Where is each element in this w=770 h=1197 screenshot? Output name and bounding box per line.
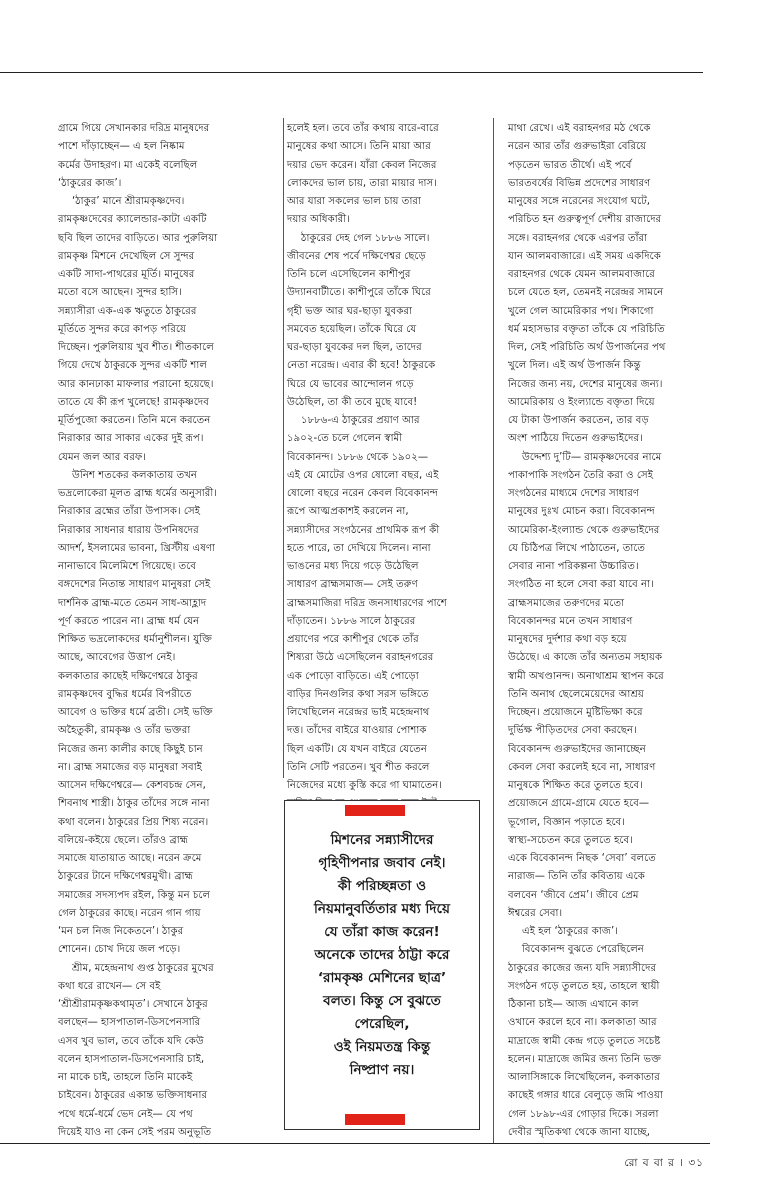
text-line: আর কানঢাকা মাফলার পরানো হয়েছে।: [58, 378, 214, 390]
text-line: কথা বলেন। ঠাকুরের প্রিয় শিষ্য নরেন।: [58, 816, 209, 828]
article-column-1: [58, 120, 280, 1138]
text-line: আলাসিঙ্গাকে লিখেছিলেন, কলকাতার: [508, 1072, 660, 1083]
text-line: পরিচিত হন গুরুত্বপূর্ণ দেশীয় রাজাদের: [508, 214, 662, 226]
text-line: উনিশ শতকের কলকাতায় তখন: [72, 469, 197, 481]
text-line: শোনেন। চোখ দিয়ে জল পড়ে।: [58, 944, 181, 956]
text-line: বিবেকানন্দ বুঝতে পেরেছিলেন: [522, 944, 644, 956]
text-line: তিনি চলে এসেছিলেন কাশীপুর: [287, 269, 411, 280]
text-line: সন্ন্যাসীদের সংগঠনের প্রাথমিক রূপ কী: [287, 524, 440, 536]
text-line: মতো বসে আছেন। সুন্দর হাসি।: [58, 287, 182, 299]
text-line: উঠেছিল, তা কী তবে মুছে যাবে!: [287, 396, 418, 408]
text-line: সন্ন্যাসীরা এক-এক ঋতুতে ঠাকুরের: [58, 305, 197, 317]
text-line: বলবেন ‘জীবে প্রেম’। জীবে প্রেম: [508, 889, 639, 901]
pull-quote-line: বলত। কিন্তু সে বুঝতে: [323, 993, 441, 1009]
text-line: এসব খুব ভাল, তবে তাঁকে যদি কেউ: [58, 1035, 204, 1047]
text-line: ঘিরে যে ভাবের আন্দোলন গড়ে: [287, 378, 414, 390]
text-line: ১৯০২-তে চলে গেলেন স্বামী: [287, 433, 403, 445]
text-line: ঘর-ছাড়া যুবকের দল ছিল, তাদের: [287, 342, 422, 353]
text-line: সঙ্গে। বরাহনগর থেকে এরপর তাঁরা: [508, 232, 648, 244]
text-line: পাশে দাঁড়াচ্ছেন— এ হল নিষ্কাম: [58, 141, 185, 153]
text-line: ‘ঠাকুরের কাজ’।: [58, 177, 122, 189]
pull-quote-box: [284, 800, 480, 1130]
text-line: রামকৃষ্ণদেব বুদ্ধির ধর্মের বিপরীতে: [58, 688, 192, 700]
text-line: দার্শনিক ব্রাহ্ম-মতে তেমন সাধ-আহ্লাদ: [58, 597, 207, 609]
text-line: অহৈতুকী, রামকৃষ্ণ ও তাঁর ভক্তরা: [58, 725, 191, 737]
text-line: যে টাকা উপার্জন করতেন, তার বড়: [508, 415, 649, 426]
pull-quote-line: ‘রামকৃষ্ণ মেশিনের ছাত্র’: [317, 970, 447, 986]
text-line: সংগঠন গড়ে তুলতে হয়, তাহলে স্থায়ী: [508, 980, 660, 992]
text-line: মূর্তিপুজো করতেন। তিনি মনে করতেন: [58, 415, 211, 426]
text-line: মাথা রেখে। এই বরাহনগর মঠ থেকে: [508, 123, 651, 134]
text-line: তিনি সেটি পরতেন। খুব শীত করলে: [287, 761, 430, 773]
text-line: মানুষকে শিক্ষিত করে তুলতে হবে।: [508, 780, 643, 791]
text-line: ভদ্রলোকেরা মূলত ব্রাহ্ম ধর্মের অনুসারী।: [58, 488, 217, 499]
text-line: ঠিকানা চাই— আজ এখানে কাল: [508, 999, 639, 1010]
text-line: মানুষদের দুর্দশার কথা বড় হয়ে: [508, 634, 627, 645]
text-line: গিয়ে দেখে ঠাকুরকে সুন্দর একটি শাল: [58, 360, 207, 372]
pull-quote-line: অনেকে তাদের ঠাট্টা করে: [314, 947, 450, 963]
text-line: দুর্ভিক্ষ পীড়িতদের সেবা করছেন।: [508, 725, 637, 737]
text-line: ১৮৮৬-এ ঠাকুরের প্রয়াণ আর: [301, 415, 420, 426]
text-line: আমেরিকায় ও ইংল্যান্ডে বক্তৃতা দিয়ে: [508, 396, 655, 408]
text-line: পাকাপাকি সংগঠন তৈরি করা ও সেই: [508, 469, 653, 481]
text-line: শিবনাথ শাস্ত্রী। ঠাকুর তাঁদের সঙ্গে নানা: [58, 798, 210, 810]
text-line: দিচ্ছেন। পুরুলিয়ায় খুব শীত। শীতকালে: [58, 342, 214, 353]
top-rule: [0, 72, 703, 73]
text-line: সেবার নানা পরিকল্পনা উচ্চারিত।: [508, 561, 639, 572]
pull-quote-top-bar: [345, 805, 405, 816]
text-line: মূর্তিতে সুন্দর করে কাপড় পরিয়ে: [58, 323, 187, 335]
text-line: তাতে যে কী রূপ খুলেছে! রামকৃষ্ণদেব: [58, 396, 209, 408]
text-line: বরাহনগর থেকে যেমন আলমবাজারে: [508, 269, 655, 280]
text-line: মাদ্রাজে স্বামী কেন্দ্র গড়ে তুলতে সচেষ্ট: [508, 1035, 661, 1047]
text-line: পথে ধর্মে-ধর্মে ভেদ নেই— যে পথ: [58, 1108, 193, 1120]
text-line: রামকৃষ্ণদেবের ক্যালেন্ডার-কাটা একটি: [58, 214, 207, 226]
text-line: নানাভাবে মিলেমিশে গিয়েছে। তবে: [58, 561, 197, 572]
text-line: এক পোড়ো বাড়িতে। এই পোড়ো: [287, 670, 419, 682]
pull-quote-line: কী পরিচ্ছন্নতা ও: [337, 878, 427, 894]
text-line: কর্মের উদাহরণ। মা একেই বলেছিল: [58, 159, 198, 171]
text-line: নেতা নরেন্দ্র। এবার কী হবে! ঠাকুরকে: [287, 360, 436, 372]
text-line: সমাজে যাতায়াত আছে। নরেন ক্রমে: [58, 853, 202, 864]
text-line: দিয়েই যাও না কেন সেই পরম অনুভূতি: [58, 1126, 212, 1138]
text-line: সমবেত হয়েছিল। তাঁকে ঘিরে যে: [287, 323, 417, 335]
text-line: গৃহী ভক্ত আর ঘর-ছাড়া যুবকরা: [287, 305, 413, 317]
text-line: উঠেছে। এ কাজে তাঁর অন্যতম সহায়ক: [508, 652, 663, 664]
text-line: ছিল একটি। যে যখন বাইরে যেতেন: [287, 743, 427, 755]
text-line: খুলে গেল আমেরিকার পথ। শিকাগো: [508, 305, 654, 317]
bottom-rule: [0, 1143, 710, 1144]
text-line: ধর্ম মহাসভার বক্তৃতা তাঁকে যে পরিচিতি: [508, 323, 665, 335]
text-line: রূপে আত্মপ্রকাশই করলেন না,: [287, 506, 409, 518]
text-line: আবেগ ও ভক্তির ধর্মে ব্রতী। সেই ভক্তি: [58, 707, 213, 718]
text-line: খুলে দিল। এই অর্থ উপার্জন কিন্তু: [508, 360, 641, 372]
text-line: বাড়ির দিনগুলির কথা সরস ভঙ্গিতে: [287, 688, 429, 700]
text-line: শিক্ষিত ভদ্রলোকদের ধর্মানুশীলন। যুক্তি: [58, 634, 212, 645]
text-line: দিচ্ছেন। প্রয়োজনে মুষ্টিভিক্ষা করে: [508, 707, 643, 718]
text-line: না মাকে চাই, তাহলে তিনি মাকেই: [58, 1072, 193, 1083]
text-line: নিরাকার ব্রহ্মের তাঁরা উপাসক। সেই: [58, 506, 201, 518]
page-footer: রো ব বা র । ৩১: [624, 1157, 704, 1169]
text-line: ঠাকুরের দেহ গেল ১৮৮৬ সালে।: [301, 232, 430, 244]
text-line: বলছেন— হাসপাতাল-ডিসপেনসারি: [58, 1017, 201, 1029]
text-line: ভাঙনের মধ্য দিয়ে গড়ে উঠেছিল: [287, 561, 419, 572]
text-line: মানুষের দুঃখ মোচন করা। বিবেকানন্দ: [508, 506, 655, 518]
text-line: আর যারা সকলের ভাল চায় তারা: [287, 196, 421, 207]
text-line: ওখানে করলে হবে না। কলকাতা আর: [508, 1017, 657, 1029]
text-line: উদ্যানবাটীতে। কাশীপুরে তাঁকে ঘিরে: [287, 287, 431, 299]
text-line: তিনি অনাথ ছেলেমেয়েদের আশ্রয়: [508, 688, 644, 700]
text-line: গ্রামে গিয়ে সেখানকার দরিদ্র মানুষদের: [58, 123, 210, 134]
article-column-2: [287, 120, 487, 790]
pull-quote-text: [291, 829, 473, 1082]
text-line: না। ব্রাহ্ম সমাজের বড় মানুষরা সবাই: [58, 761, 202, 773]
column-divider-2: [493, 118, 494, 1143]
text-line: সংগঠিত না হলে সেবা করা যাবে না।: [508, 579, 654, 591]
text-line: অংশ পাঠিয়ে দিতেন গুরুভাইদের।: [508, 433, 643, 445]
text-line: ‘শ্রীশ্রীরামকৃষ্ণকথামৃত’। সেখানে ঠাকুর: [58, 999, 208, 1010]
text-line: মানুষের কথা আসে। তিনি মায়া আর: [287, 141, 431, 153]
text-line: একটি সাদা-পাথরের মূর্তি। মানুষের: [58, 269, 195, 280]
text-line: যান আলমবাজারে। এই সময় একদিকে: [508, 250, 661, 262]
text-line: নিজের জন্য নয়, দেশের মানুষের জন্য।: [508, 378, 663, 390]
text-line: ‘মন চল নিজ নিকেতনে’। ঠাকুর: [58, 926, 184, 937]
text-line: নিরাকার সাধনার ধারায় উপনিষদের: [58, 524, 199, 536]
pull-quote-line: মিশনের সন্ন্যাসীদের: [330, 832, 434, 848]
text-line: এই যে মোটের ওপর ষোলো বছর, এই: [287, 469, 439, 481]
text-line: ষোলো বছরে নরেন কেবল বিবেকানন্দ: [287, 488, 438, 499]
pull-quote-line: নিষ্প্রাণ নয়।: [349, 1062, 415, 1078]
text-line: পড়তেন ভারত তীর্থে। এই পর্বে: [508, 159, 632, 171]
text-line: ‘ঠাকুর’ মানে শ্রীরামকৃষ্ণদেব।: [72, 196, 185, 207]
article-column-3: [508, 120, 703, 1138]
text-line: কাছেই গঙ্গার ধারে বেলুড়ে জমি পাওয়া: [508, 1090, 663, 1102]
text-line: মানুষের সঙ্গে নরেনের সংযোগ ঘটে,: [508, 196, 650, 207]
text-line: দিল, সেই পরিচিতি অর্থ উপার্জনের পথ: [508, 342, 666, 353]
text-line: ঠাকুরের কাজের জন্য যদি সন্ন্যাসীদের: [508, 962, 657, 974]
pull-quote-line: পেরেছিল,: [354, 1016, 410, 1032]
text-line: চলে যেতে হল, তেমনই নরেন্দ্রর সামনে: [508, 287, 664, 299]
text-line: বিবেকানন্দ গুরুভাইদের জানাচ্ছেন: [508, 743, 646, 755]
text-line: বিবেকানন্দ। ১৮৮৬ থেকে ১৯০২—: [287, 451, 429, 463]
text-line: চাইবেন। ঠাকুরের একান্ত ভক্তিসাধনার: [58, 1090, 208, 1102]
text-line: বঙ্গদেশের নিতান্ত সাধারণ মানুষরা সেই: [58, 579, 211, 591]
pull-quote-line: গৃহিণীপনার জবাব নেই।: [318, 855, 446, 871]
text-line: হতে পারে, তা দেখিয়ে দিলেন। নানা: [287, 542, 431, 554]
text-line: ব্রাহ্মসমাজের তরুণদের মতো: [508, 597, 625, 609]
text-line: নিরাকার আর সাকার একের দুই রূপ।: [58, 433, 204, 445]
text-line: আমেরিকা-ইংল্যান্ড থেকে গুরুভাইদের: [508, 524, 660, 536]
text-line: কলকাতার কাছেই দক্ষিণেশ্বরে ঠাকুর: [58, 670, 198, 682]
text-line: ঠাকুরের টানে দক্ষিণেশ্বরমুখী। ব্রাহ্ম: [58, 871, 193, 883]
text-line: নিজেদের মধ্যে কুস্তি করে গা ঘামাতেন।: [287, 780, 443, 791]
text-line: গেল ১৮৯৮-এর গোড়ার দিকে। সরলা: [508, 1108, 659, 1120]
text-line: নিজের জন্য কালীর কাছে কিছুই চান: [58, 743, 203, 755]
text-line: হলেন। মাদ্রাজে জমির জন্য তিনি ভক্ত: [508, 1053, 661, 1065]
text-line: নরেন আর তাঁর গুরুভাইরা বেরিয়ে: [508, 141, 647, 153]
text-line: সমাজের সদস্যপদ রইল, কিন্তু মন চলে: [58, 889, 211, 901]
text-line: কথা ধরে রাখেন— সে বই: [58, 980, 161, 992]
text-line: লিখেছিলেন নরেন্দ্রর ভাই মহেন্দ্রনাথ: [287, 707, 430, 718]
text-line: লোকদের ভাল চায়, তারা মায়ার দাস।: [287, 177, 437, 189]
text-line: দত্ত। তাঁদের বাইরে যাওয়ার পোশাক: [287, 725, 427, 737]
text-line: প্রয়োজনে গ্রামে-গ্রামে যেতে হবে—: [508, 798, 650, 810]
pull-quote-line: যে তাঁরা কাজ করেন!: [324, 924, 440, 940]
text-line: দয়ার ভেদ করেন। যাঁরা কেবল নিজের: [287, 159, 437, 171]
text-line: যে চিঠিপত্র লিখে পাঠাতেন, তাতে: [508, 542, 646, 554]
text-line: যেমন জল আর বরফ।: [58, 451, 147, 463]
text-line: উদ্দেশ্য দু’টি— রামকৃষ্ণদেবের নামে: [522, 451, 662, 463]
text-line: কেবল সেবা করলেই হবে না, সাধারণ: [508, 761, 656, 773]
text-line: সাধারণ ব্রাহ্মসমাজ— সেই তরুণ: [287, 579, 418, 591]
text-line: ছবি ছিল তাদের বাড়িতে। আর পুরুলিয়া: [58, 232, 218, 244]
column-divider-1: [283, 118, 284, 778]
text-line: বলিয়ে-কইয়ে ছেলে। তাঁরও ব্রাহ্ম: [58, 834, 188, 846]
text-line: গেল ঠাকুরের কাছে। নরেন গান গায়: [58, 907, 201, 919]
text-line: সংগঠনের মাধ্যমে দেশের সাধারণ: [508, 488, 640, 499]
text-line: ঈশ্বরের সেবা।: [508, 907, 563, 919]
text-line: একে বিবেকানন্দ নিছক ‘সেবা’ বলতে: [508, 853, 656, 864]
text-line: স্বামী অখণ্ডানন্দ। অনাথাশ্রম স্থাপন করে: [508, 670, 664, 682]
pull-quote-line: নিয়মানুবর্তিতার মধ্য দিয়ে: [314, 901, 450, 917]
text-line: বিবেকানন্দর মনে তখন সাধারণ: [508, 615, 633, 627]
text-line: আসেন দক্ষিণেশ্বরে— কেশবচন্দ্র সেন,: [58, 780, 206, 791]
text-line: দাঁড়াতেন। ১৮৮৬ সালে ঠাকুরের: [287, 615, 416, 627]
text-line: বলেন হাসপাতাল-ডিসপেনসারি চাই,: [58, 1053, 205, 1065]
text-line: ভূগোল, বিজ্ঞান পড়াতে হবে।: [508, 816, 625, 828]
text-line: দেবীর স্মৃতিকথা থেকে জানা যাচ্ছে,: [508, 1126, 650, 1138]
text-line: স্বাস্থ্য-সচেতন করে তুলতে হবে।: [508, 834, 633, 846]
text-line: ভারতবর্ষের বিভিন্ন প্রদেশের সাধারণ: [508, 177, 651, 189]
pull-quote-line: ওই নিয়মতন্ত্র কিন্তু: [333, 1039, 431, 1055]
text-line: ব্রাহ্মসমাজিরা দরিদ্র জনসাধারণের পাশে: [287, 597, 447, 609]
text-line: এই হল ‘ঠাকুরের কাজ’।: [522, 926, 618, 937]
text-line: জীবনের শেষ পর্বে দক্ষিণেশ্বর ছেড়ে: [287, 250, 426, 262]
text-line: নারাজ— তিনি তাঁর কবিতায় একে: [508, 871, 645, 883]
text-line: আদর্শ, ইসলামের ভাবনা, খ্রিস্টীয় এষণা: [58, 542, 216, 554]
text-line: দয়ার অধিকারী।: [287, 214, 350, 226]
text-line: হলেই হল। তবে তাঁর কথায় বারে-বারে: [287, 123, 439, 134]
text-line: শ্রীম, মহেন্দ্রনাথ গুপ্ত ঠাকুরের মুখের: [72, 962, 214, 974]
text-line: রামকৃষ্ণ মিশনে দেখেছিল সে সুন্দর: [58, 250, 195, 262]
text-line: প্রয়াণের পরে কাশীপুর থেকে তাঁর: [287, 634, 419, 645]
text-line: আছে, আবেগের উত্তাপ নেই।: [58, 652, 176, 664]
text-line: পূর্ণ করতে পারেন না। ব্রাহ্ম ধর্ম যেন: [58, 615, 200, 627]
text-line: শিষ্যরা উঠে এসেছিলেন বরাহনগরের: [287, 652, 434, 664]
pull-quote-bottom-bar: [345, 1114, 405, 1125]
